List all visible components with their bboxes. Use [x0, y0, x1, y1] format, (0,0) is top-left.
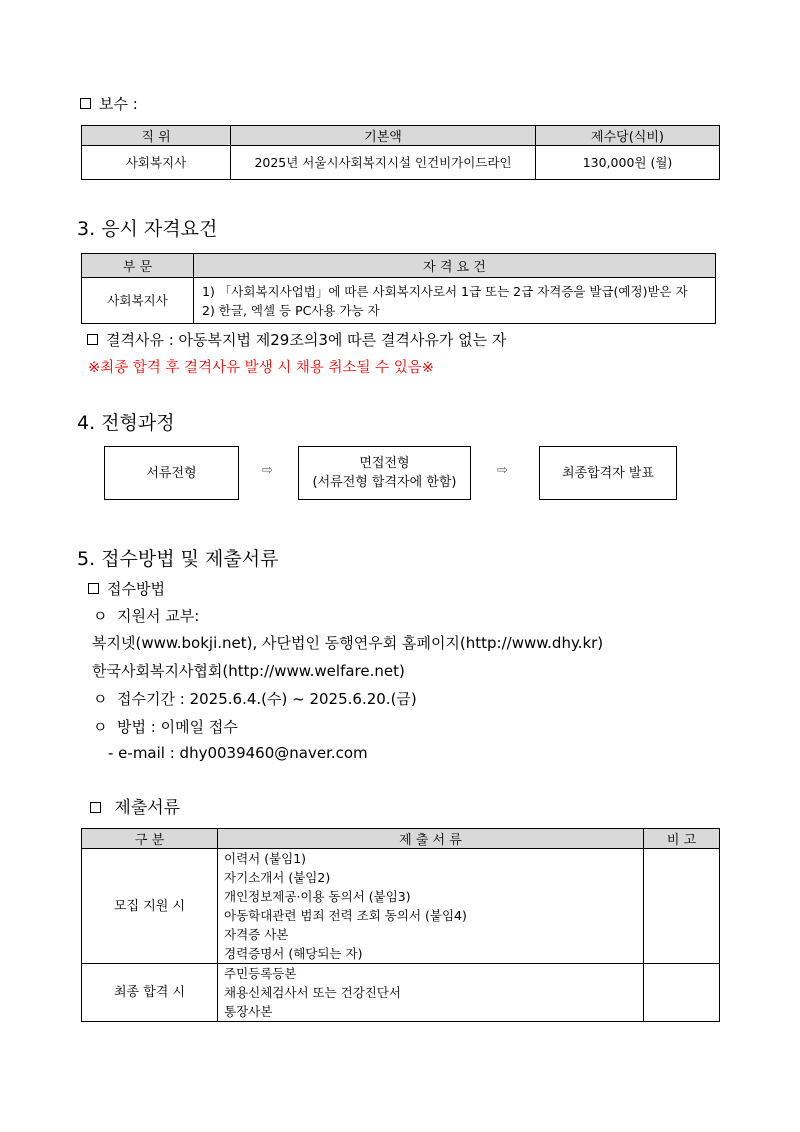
docs-item: 채용신체검사서 또는 건강진단서	[224, 985, 401, 1000]
docs-item: 아동학대관련 범죄 전력 조회 동의서 (붙임4)	[224, 908, 467, 923]
pay-header: 기본액	[231, 126, 536, 146]
right-arrow-icon: ⇨	[262, 463, 273, 478]
apply-period: ㅇ 접수기간 : 2025.6.4.(수) ~ 2025.6.20.(금)	[93, 690, 417, 708]
apply-form-label: ㅇ 지원서 교부:	[93, 607, 200, 625]
circle-bullet-icon: ㅇ	[93, 690, 108, 708]
circle-bullet-icon: ㅇ	[93, 718, 108, 736]
apply-heading: 5. 접수방법 및 제출서류	[77, 548, 279, 570]
process-heading: 4. 전형과정	[77, 412, 175, 434]
qual-table	[81, 253, 716, 324]
docs-cat: 모집 지원 시	[82, 849, 218, 964]
pay-table	[81, 125, 720, 180]
process-step-3: 최종합격자 발표	[539, 446, 677, 500]
disqualification: 결격사유 : 아동복지법 제29조의3에 따른 결격사유가 없는 자	[87, 329, 506, 350]
square-bullet-icon	[90, 802, 101, 813]
qual-heading: 3. 응시 자격요건	[77, 218, 218, 240]
apply-sub: 접수방법	[88, 578, 165, 599]
pay-heading: 보수 :	[80, 93, 138, 114]
square-bullet-icon	[88, 583, 99, 594]
circle-bullet-icon: ㅇ	[93, 607, 108, 625]
apply-method: ㅇ 방법 : 이메일 접수	[93, 718, 238, 736]
docs-header: 비 고	[644, 829, 720, 849]
qual-header: 자 격 요 건	[194, 254, 716, 278]
qual-header: 부 문	[82, 254, 194, 278]
docs-heading: 제출서류	[90, 793, 180, 818]
qual-dept: 사회복지사	[82, 278, 194, 324]
docs-header: 제 출 서 류	[218, 829, 644, 849]
apply-sites-2: 한국사회복지사협회(http://www.welfare.net)	[92, 662, 405, 680]
docs-item: 자기소개서 (붙임2)	[224, 870, 331, 885]
docs-header: 구 분	[82, 829, 218, 849]
docs-item: 통장사본	[224, 1004, 273, 1019]
docs-item: 경력증명서 (해당되는 자)	[224, 946, 363, 961]
apply-sites-1: 복지넷(www.bokji.net), 사단법인 동행연우회 홈페이지(http://www.dhy.kr)	[92, 634, 604, 652]
docs-item: 개인정보제공·이용 동의서 (붙임3)	[224, 889, 411, 904]
pay-cell: 2025년 서울시사회복지시설 인건비가이드라인	[231, 146, 536, 180]
docs-cat: 최종 합격 시	[82, 964, 218, 1022]
process-step-2: 면접전형 (서류전형 합격자에 한함)	[298, 446, 471, 500]
square-bullet-icon	[87, 334, 98, 345]
pay-header: 직 위	[82, 126, 231, 146]
process-step-1: 서류전형	[104, 446, 239, 500]
qual-req: 1) 「사회복지사업법」에 따른 사회복지사로서 1급 또는 2급 자격증을 발급(예정)받은 자	[202, 283, 688, 299]
docs-table	[81, 828, 720, 1022]
docs-note	[644, 964, 720, 1022]
docs-note	[644, 849, 720, 964]
square-bullet-icon	[80, 98, 91, 109]
docs-item: 이력서 (붙임1)	[224, 851, 307, 866]
docs-item: 자격증 사본	[224, 927, 289, 942]
pay-cell: 사회복지사	[82, 146, 231, 180]
apply-email: - e-mail : dhy0039460@naver.com	[108, 744, 368, 762]
pay-header: 제수당(식비)	[536, 126, 720, 146]
right-arrow-icon: ⇨	[497, 463, 508, 478]
pay-cell: 130,000원 (월)	[536, 146, 720, 180]
warning-text: ※최종 합격 후 결격사유 발생 시 채용 취소될 수 있음※	[88, 360, 434, 376]
qual-req: 2) 한글, 엑셀 등 PC사용 가능 자	[202, 302, 380, 318]
docs-item: 주민등록등본	[224, 966, 297, 981]
